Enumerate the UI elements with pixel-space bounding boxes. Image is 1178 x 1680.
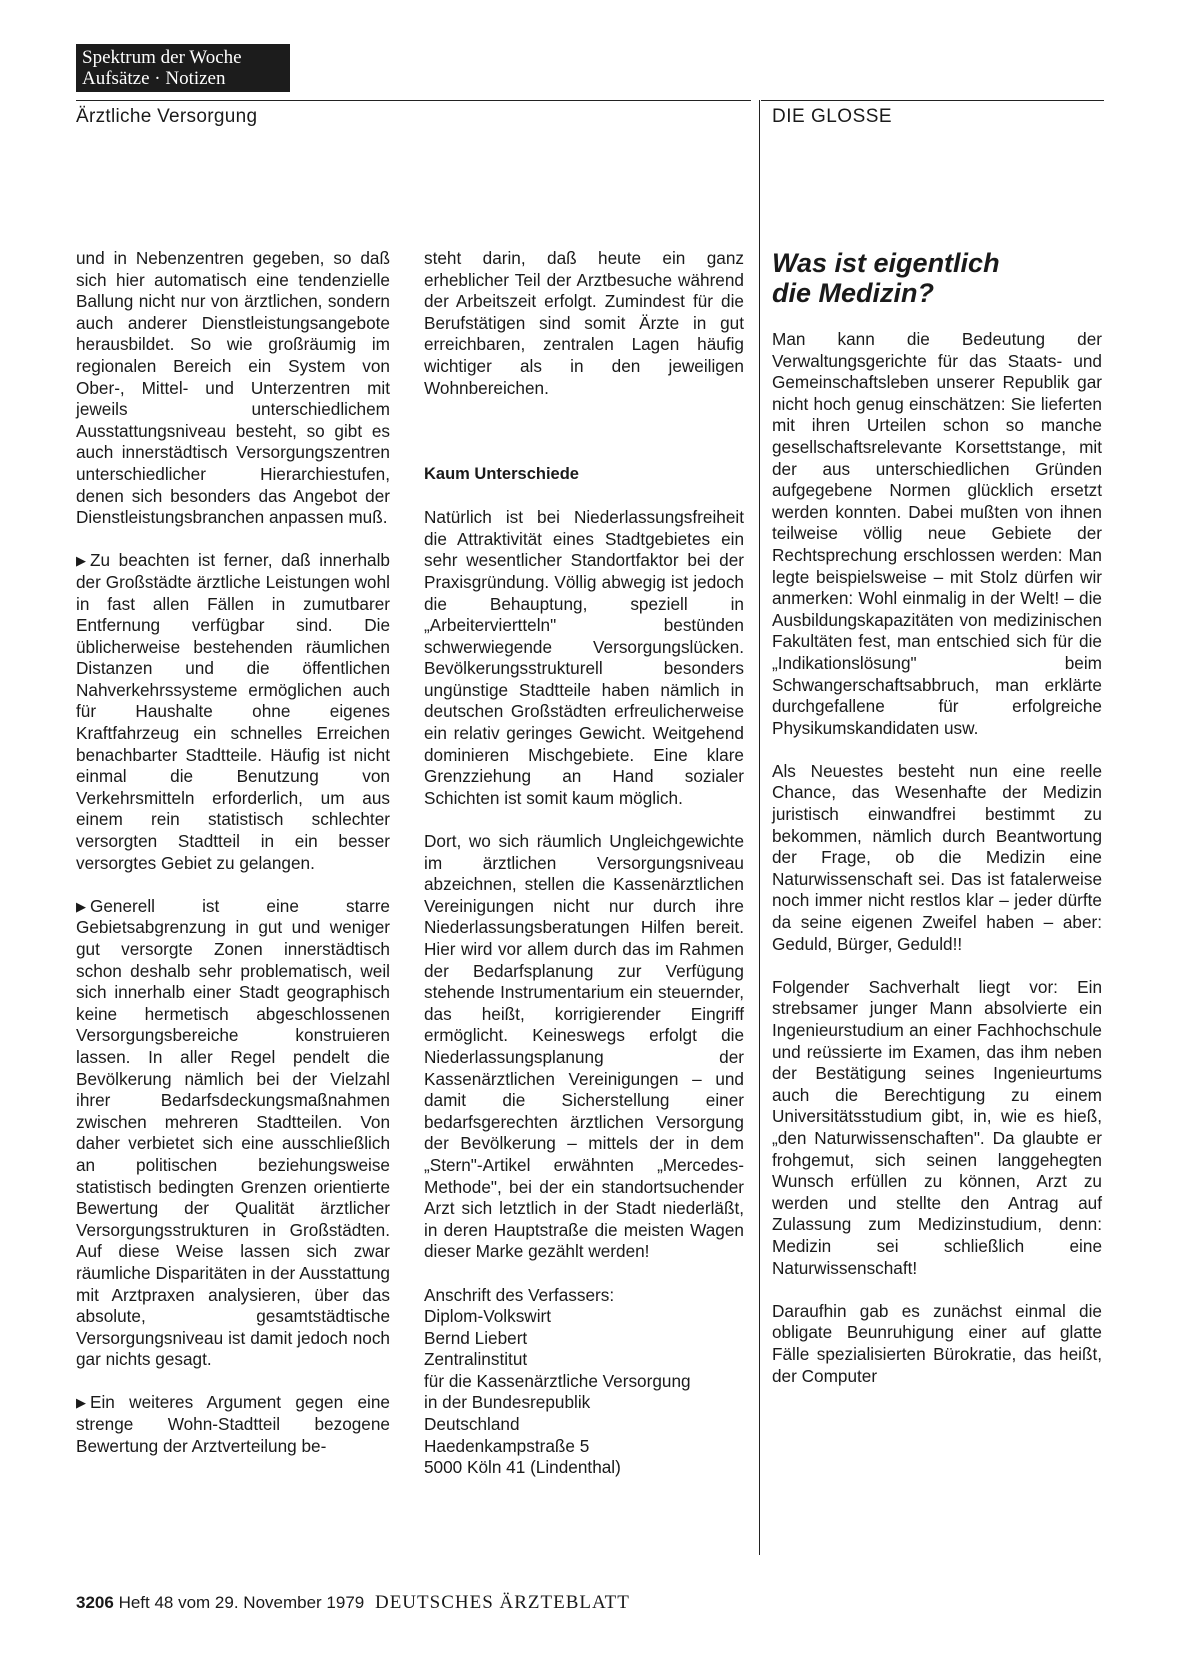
header-rule-left [76,100,751,101]
paragraph: Dort, wo sich räumlich Ungleichgewichte im ärztlichen Versorgungsniveau abzeichnen, stellen die Kassenärztlichen Vereinigungen nicht nur durch ihre Niederlassungsberatungen Hilfen bereit. Hier wird vor allem durch das im Rahmen der Bedarfsplanung zur Verfügung stehende Instrumentarium ein steuernder, das heißt, korrigierender Eingriff ermöglicht. Keineswegs erfolgt die Niederlassungsplanung der Kassenärztlichen Vereinigungen – und damit die Sicherstellung einer bedarfsgerechten ärztlichen Versorgung der Bevölkerung – mittels der in dem „Stern"-Artikel erwähnten „Mercedes-Methode", bei der ein standortsuchender Arzt sich letztlich in der Stadt niederläßt, in deren Hauptstraße die meisten Wagen dieser Marke gezählt werden! [424,831,744,1262]
subheading: Kaum Unterschiede [424,464,579,483]
paragraph: ▶ Zu beachten ist ferner, daß innerhalb der Großstädte ärztliche Leistungen wohl in fast allen Fällen in zumutbarer Entfernung verfügbar sind. Die üblicherweise bestehenden räumlichen Distanzen und die öffentlichen Nahverkehrssysteme ermöglichen auch für Haushalte ohne eigenes Kraftfahrzeug ein schnelles Erreichen benachbarter Stadtteile. Häufig ist nicht einmal die Benutzung von Verkehrsmitteln erforderlich, um aus einem rein statistisch schlechter versorgten Stadtteil in ein besser versorgtes Gebiet zu gelangen. [76,550,390,873]
address-line: in der Bundesrepublik [424,1392,591,1413]
paragraph: Daraufhin gab es zunächst einmal die obligate Beunruhigung einer auf glatte Fälle spezialisierten Bürokratie, das heißt, der Computer [772,1300,1102,1386]
paragraph: Man kann die Bedeutung der Verwaltungsgerichte für das Staats- und Gemeinschaftsleben unserer Republik gar nicht hoch genug einschätzen: Sie lieferten mit ihren Urteilen schon so manche gesellschaftsrelevante Korsettstange, mit der aus unterschiedlichen Gründen aufgegebene Normen glücklich ersetzt werden konnten. Dabei mußten von ihnen teilweise völlig neue Gebiete der Rechtsprechung erschlossen werden: Man legte beispielsweise – mit Stolz dürfen wir anmerken: Wohl einmalig in der Welt! – die Ausbildungskapazitäten von medizinischen Fakultäten fest, man entschied sich für die „Indikationslösung" beim Schwangerschaftsabbruch, man erklärte durchgefallene für erfolgreiche Physikumskandidaten usw. [772,329,1102,738]
issue-info: Heft 48 vom 29. November 1979 [118,1593,365,1612]
glosse-section-title: DIE GLOSSE [772,106,893,127]
address-line: Deutschland [424,1414,520,1435]
bullet-arrow-icon: ▶ [76,1395,86,1411]
masthead-line1: Spektrum der Woche [82,47,242,68]
bullet-arrow-icon: ▶ [76,898,86,914]
paragraph: Folgender Sachverhalt liegt vor: Ein strebsamer junger Mann absolvierte ein Ingenieurstudium an einer Fachhochschule und reüssierte im Examen, das ihm neben der Bestätigung seines Ingenieurtums auch die Berechtigung zu einem Universitätsstudium gibt, in, wie es hieß, „den Naturwissenschaften". Da glaubte er frohgemut, sich seinen langgehegten Wunsch erfüllen zu können, Arzt zu werden und stellte den Antrag auf Zulassung zum Medizinstudium, denn: Medizin sei schließlich eine Naturwissenschaft! [772,976,1102,1278]
paragraph: steht darin, daß heute ein ganz erheblicher Teil der Arztbesuche während der Arbeitszeit erfolgt. Zumindest für die Berufstätigen sind somit Ärzte in gut erreichbaren, zentralen Lagen häufig wichtiger als in den jeweiligen Wohnbereichen. [424,248,744,398]
bullet-arrow-icon: ▶ [76,553,86,569]
author-address [424,1285,744,1479]
address-line: 5000 Köln 41 (Lindenthal) [424,1457,621,1478]
article-column-2 [424,248,744,1479]
paragraph: ▶ Ein weiteres Argument gegen eine strenge Wohn-Stadtteil bezogene Bewertung der Arztverteilung be- [76,1392,390,1456]
journal-name: DEUTSCHES ÄRZTEBLATT [374,1592,630,1613]
address-line: Haedenkampstraße 5 [424,1435,590,1456]
page-number: 3206 [76,1593,114,1612]
paragraph: und in Nebenzentren gegeben, so daß sich hier automatisch eine tendenzielle Ballung nicht nur von ärztlichen, sondern auch anderer Dienstleistungsangebote herausbildet. So wie großräumig im regionalen Bereich ein System von Ober-, Mittel- und Unterzentren mit jeweils unterschiedlichem Ausstattungsniveau besteht, so gibt es auch innerstädtisch Versorgungszentren unterschiedlicher Hierarchiestufen, denen sich besonders das Angebot der Dienstleistungsbranchen anpassen muß. [76,248,390,528]
glosse-column [772,248,1102,1409]
address-line: Diplom-Volkswirt [424,1306,552,1327]
article-column-1 [76,248,390,1479]
masthead [76,44,290,92]
paragraph: Als Neuestes besteht nun eine reelle Chance, das Wesenhafte der Medizin juristisch einwandfrei bestimmt zu bekommen, nämlich durch Beantwortung der Frage, ob die Medizin eine Naturwissenschaft sei. Das ist fatalerweise noch immer nicht restlos klar – jeder dürfte da seine eigenen Zweifel haben – aber: Geduld, Bürger, Geduld!! [772,760,1102,954]
paragraph: Natürlich ist bei Niederlassungsfreiheit die Attraktivität eines Stadtgebietes ein sehr wesentlicher Standortfaktor bei der Praxisgründung. Völlig abwegig ist jedoch die Behauptung, speziell in „Arbeiterviertteln" bestünden schwerwiegende Versorgungslücken. Bevölkerungsstrukturell besonders ungünstige Stadtteile haben nämlich in deutschen Großstädten erfreulicherweise ein relativ geringes Gewicht. Weitgehend dominieren Mischgebiete. Eine klare Grenzziehung an Hand sozialer Schichten ist somit kaum möglich. [424,507,744,808]
address-line: für die Kassenärztliche Versorgung [424,1370,691,1391]
header-rule-right [761,100,1104,101]
address-line: Anschrift des Verfassers: [424,1284,615,1305]
column-divider [759,100,760,1555]
section-title: Ärztliche Versorgung [76,106,258,127]
glosse-headline: Was ist eigentlich die Medizin? [772,248,1000,308]
page-footer [76,1592,630,1614]
masthead-line2: Aufsätze · Notizen [82,68,226,89]
address-line: Bernd Liebert [424,1327,528,1348]
address-line: Zentralinstitut [424,1349,528,1370]
paragraph: ▶ Generell ist eine starre Gebietsabgrenzung in gut und weniger gut versorgte Zonen innerstädtisch schon deshalb sehr problematisch, weil sich innerhalb einer Stadt geographisch keine hermetisch abgeschlossenen Versorgungsbereiche konstruieren lassen. In aller Regel pendelt die Bevölkerung nämlich bei der Vielzahl ihrer Bedarfsdeckungsmaßnahmen zwischen mehreren Stadtteilen. Von daher verbietet sich eine ausschließlich an politischen beziehungsweise statistisch bedingten Grenzen orientierte Bewertung der Qualität ärztlicher Versorgungsstrukturen in Großstädten. Auf diese Weise lassen sich zwar räumliche Disparitäten in der Ausstattung mit Arztpraxen analysieren, über das absolute, gesamtstädtische Versorgungsniveau ist damit jedoch noch gar nichts gesagt. [76,895,390,1370]
